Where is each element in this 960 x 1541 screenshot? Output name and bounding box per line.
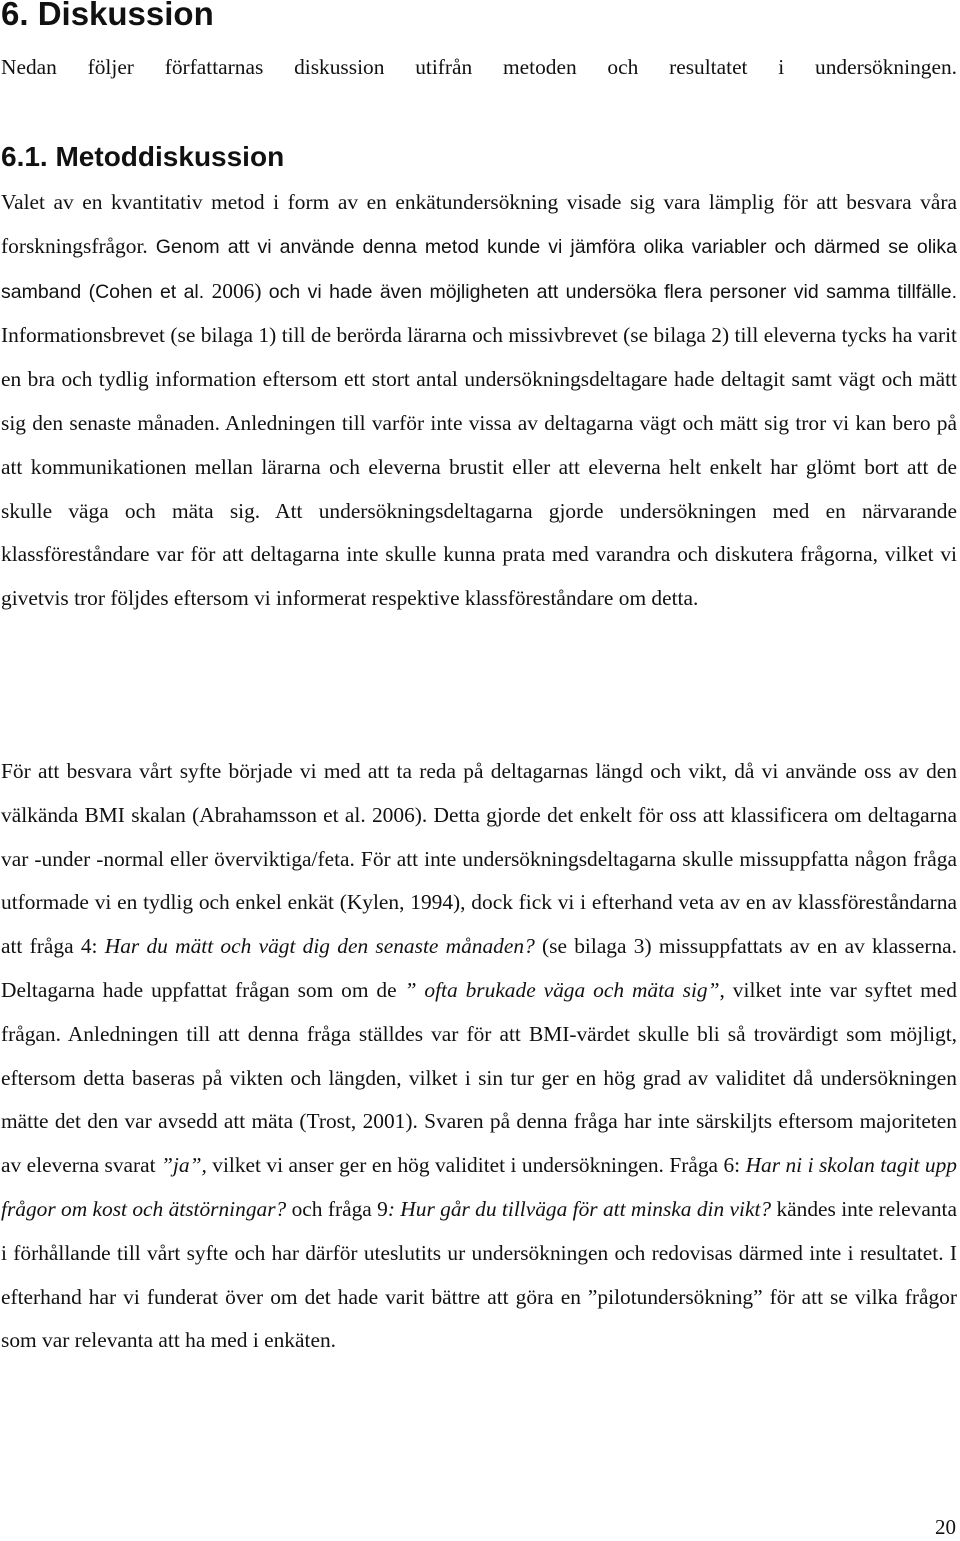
- intro-paragraph: Nedan följer författarnas diskussion utifrån metoden och resultatet i undersökningen.: [1, 55, 957, 79]
- paragraph-text: 2006): [211, 278, 269, 303]
- paragraph-text: vilket vi anser ger en hög validitet i undersökningen. Fråga 6:: [206, 1153, 746, 1178]
- question-6-italic: Har ni i skolan tagit upp frågor om kost och ätstörningar?: [1, 1153, 957, 1221]
- ja-italic: ”ja”,: [161, 1153, 207, 1178]
- question-9-italic: : Hur går du tillväga för att minska din vikt?: [387, 1196, 772, 1221]
- paragraph-text: Valet av en kvantitativ metod i form av en enkätundersökning visade sig vara lämplig för att besvara våra forskningsfrågor.: [1, 190, 957, 258]
- method-paragraph: [1, 181, 957, 621]
- paragraph-text: Informationsbrevet (se bilaga 1) till de berörda lärarna och missivbrevet (se bilaga 2) till eleverna tycks ha varit en bra och tydlig information eftersom ett stort antal undersökningsdeltagare hade deltagit samt vägt och mätt sig den senaste månaden. Anledningen till varför inte vissa av deltagarna vägt och mätt sig tror vi kan bero på att kommunikationen mellan lärarna och eleverna brustit eller att eleverna helt enkelt har glömt bort att de skulle väga och mäta sig. Att undersökningsdeltagarna gjorde undersökningen med en närvarande klassföreståndare var för att deltagarna inte skulle kunna prata med varandra och diskutera frågorna, vilket vi givetvis tror följdes eftersom vi informerat respektive klassföreståndare om detta.: [1, 323, 957, 611]
- question-4-italic: Har du mätt och vägt dig den senaste månaden?: [104, 934, 535, 959]
- paragraph-text: kändes inte relevanta i förhållande till vårt syfte och har därför uteslutits ur undersökningen och redovisas därmed inte i resultatet. I efterhand har vi funderat över om det hade varit bättre att göra en ”pilotundersökning” för att se vilka frågor som var relevanta att ha med i enkäten.: [1, 1196, 957, 1353]
- subsection-heading: 6.1. Metoddiskussion: [1, 141, 285, 172]
- paragraph-text: (se bilaga 3) missuppfattats av en av klasserna. Deltagarna hade uppfattat frågan som om de: [1, 934, 957, 1002]
- paragraph-text: För att besvara vårt syfte började vi med att ta reda på deltagarnas längd och vikt, då vi använde oss av den välkända BMI skalan (Abrahamsson et al. 2006). Detta gjorde det enkelt för oss att klassificera om deltagarna var -under -normal eller överviktiga/feta. För att inte undersökningsdeltagarna skulle missuppfatta någon fråga utformade vi en tydlig och enkel enkät (Kylen, 1994), dock fick vi i efterhand veta av en av klassföreståndarna att fråga 4:: [1, 759, 957, 959]
- paragraph-text: och fråga 9: [286, 1196, 388, 1221]
- quoted-phrase-italic: ” ofta brukade väga och mäta sig”: [404, 977, 720, 1002]
- page-number: 20: [935, 1515, 956, 1539]
- purpose-paragraph: [1, 750, 957, 1363]
- paragraph-text: och vi hade även möjligheten att undersöka flera personer vid samma tillfälle.: [268, 280, 957, 303]
- paragraph-text: Genom att vi använde denna metod kunde vi jämföra olika variabler och därmed se olika samband (Cohen et al.: [1, 235, 957, 303]
- paragraph-text: , vilket inte var syftet med frågan. Anledningen till att denna fråga ställdes var för att BMI-värdet skulle bli så trovärdigt som möjligt, eftersom detta baseras på vikten och längden, vilket i sin tur ger en hög grad av validitet då undersökningen mätte det den var avsedd att mäta (Trost, 2001). Svaren på denna fråga har inte särskiljts eftersom majoriteten av eleverna svarat: [1, 977, 957, 1178]
- section-heading: 6. Diskussion: [1, 0, 214, 32]
